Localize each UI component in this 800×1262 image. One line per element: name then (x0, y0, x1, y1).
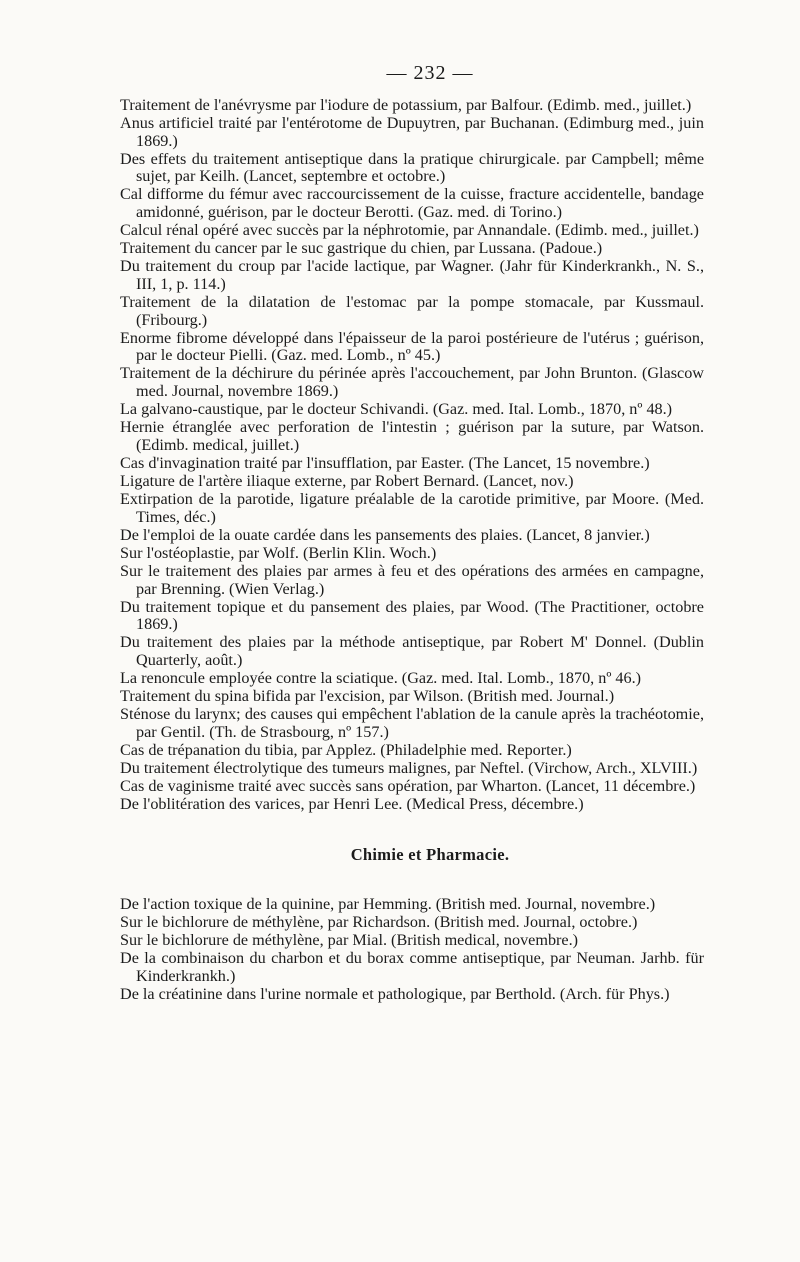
bibliography-entry: Extirpation de la parotide, ligature préalable de la carotide primitive, par Moore. (Med. Times, déc.) (120, 490, 704, 526)
bibliography-entry: Cas de vaginisme traité avec succès sans opération, par Wharton. (Lancet, 11 décembre.) (120, 777, 696, 796)
bibliography-entry: Du traitement topique et du pansement des plaies, par Wood. (The Practitioner, octobre 1869.) (120, 597, 704, 634)
bibliography-entry: Calcul rénal opéré avec succès par la néphrotomie, par Annandale. (Edimb. med., juillet.) (120, 221, 699, 240)
bibliography-entry: Ligature de l'artère iliaque externe, par Robert Bernard. (Lancet, nov.) (120, 471, 574, 490)
bibliography-entry: Sténose du larynx; des causes qui empêchent l'ablation de la canule après la trachéotomie, par Gentil. (Th. de Strasbourg, nº 157.) (120, 705, 704, 741)
bibliography-entry: De l'emploi de la ouate cardée dans les pansements des plaies. (Lancet, 8 janvier.) (120, 525, 650, 544)
bibliography-entry: Traitement de l'anévrysme par l'iodure de potassium, par Balfour. (Edimb. med., juillet.) (120, 96, 692, 114)
page-number: — 232 — (386, 62, 474, 84)
bibliography-entry: Traitement de la déchirure du périnée après l'accouchement, par John Brunton. (Glascow med. Journal, novembre 1869.) (120, 364, 704, 400)
bibliography-entry: Du traitement des plaies par la méthode antiseptique, par Robert M' Donnel. (Dublin Quarterly, août.) (120, 633, 704, 669)
bibliography-list-chemistry (120, 896, 704, 1004)
bibliography-entry: Du traitement électrolytique des tumeurs malignes, par Neftel. (Virchow, Arch., XLVIII.) (120, 758, 698, 777)
bibliography-entry: Enorme fibrome développé dans l'épaisseur de la paroi postérieure de l'utérus ; guérison, par le docteur Pielli. (Gaz. med. Lomb., nº 45.) (120, 328, 704, 365)
bibliography-entry: Traitement de la dilatation de l'estomac par la pompe stomacale, par Kussmaul. (Fribourg.) (120, 293, 704, 329)
bibliography-entry: Des effets du traitement antiseptique dans la pratique chirurgicale. par Campbell; même sujet, par Keilh. (Lancet, septembre et octobre.) (120, 149, 704, 186)
bibliography-entry: Sur le bichlorure de méthylène, par Richardson. (British med. Journal, octobre.) (120, 912, 638, 931)
bibliography-entry: Hernie étranglée avec perforation de l'intestin ; guérison par la suture, par Watson. (Edimb. medical, juillet.) (120, 418, 704, 454)
bibliography-entry: Cal difforme du fémur avec raccourcissement de la cuisse, fracture accidentelle, bandage amidonné, guérison, par le docteur Berotti. (Gaz. med. di Torino.) (120, 185, 704, 222)
section-heading: Chimie et Pharmacie. (350, 844, 510, 864)
bibliography-entry: Traitement du spina bifida par l'excision, par Wilson. (British med. Journal.) (120, 687, 615, 706)
bibliography-entry: De l'oblitération des varices, par Henri Lee. (Medical Press, décembre.) (120, 795, 584, 814)
bibliography-entry: La galvano-caustique, par le docteur Schivandi. (Gaz. med. Ital. Lomb., 1870, nº 48.) (120, 400, 673, 419)
bibliography-entry: Du traitement du croup par l'acide lactique, par Wagner. (Jahr für Kinderkrankh., N. S., III, 1, p. 114.) (120, 257, 704, 293)
bibliography-list-surgery (120, 97, 704, 814)
bibliography-entry: De la créatinine dans l'urine normale et pathologique, par Berthold. (Arch. für Phys.) (120, 984, 670, 1003)
bibliography-entry: Sur l'ostéoplastie, par Wolf. (Berlin Klin. Woch.) (120, 543, 437, 562)
bibliography-entry: De l'action toxique de la quinine, par Hemming. (British med. Journal, novembre.) (120, 894, 656, 913)
bibliography-entry: De la combinaison du charbon et du borax comme antiseptique, par Neuman. Jarhb. für Kinderkrankh.) (120, 949, 704, 985)
bibliography-entry: Traitement du cancer par le suc gastrique du chien, par Lussana. (Padoue.) (120, 239, 603, 258)
bibliography-entry: La renoncule employée contre la sciatique. (Gaz. med. Ital. Lomb., 1870, nº 46.) (120, 669, 642, 687)
bibliography-entry: Sur le traitement des plaies par armes à feu et des opérations des armées en campagne, par Brenning. (Wien Verlag.) (120, 561, 704, 598)
bibliography-entry: Anus artificiel traité par l'entérotome de Dupuytren, par Buchanan. (Edimburg med., juin 1869.) (120, 114, 704, 150)
bibliography-entry: Cas de trépanation du tibia, par Applez. (Philadelphie med. Reporter.) (120, 740, 572, 759)
bibliography-entry: Cas d'invagination traité par l'insufflation, par Easter. (The Lancet, 15 novembre.) (120, 453, 650, 472)
bibliography-entry: Sur le bichlorure de méthylène, par Mial. (British medical, novembre.) (120, 930, 579, 949)
